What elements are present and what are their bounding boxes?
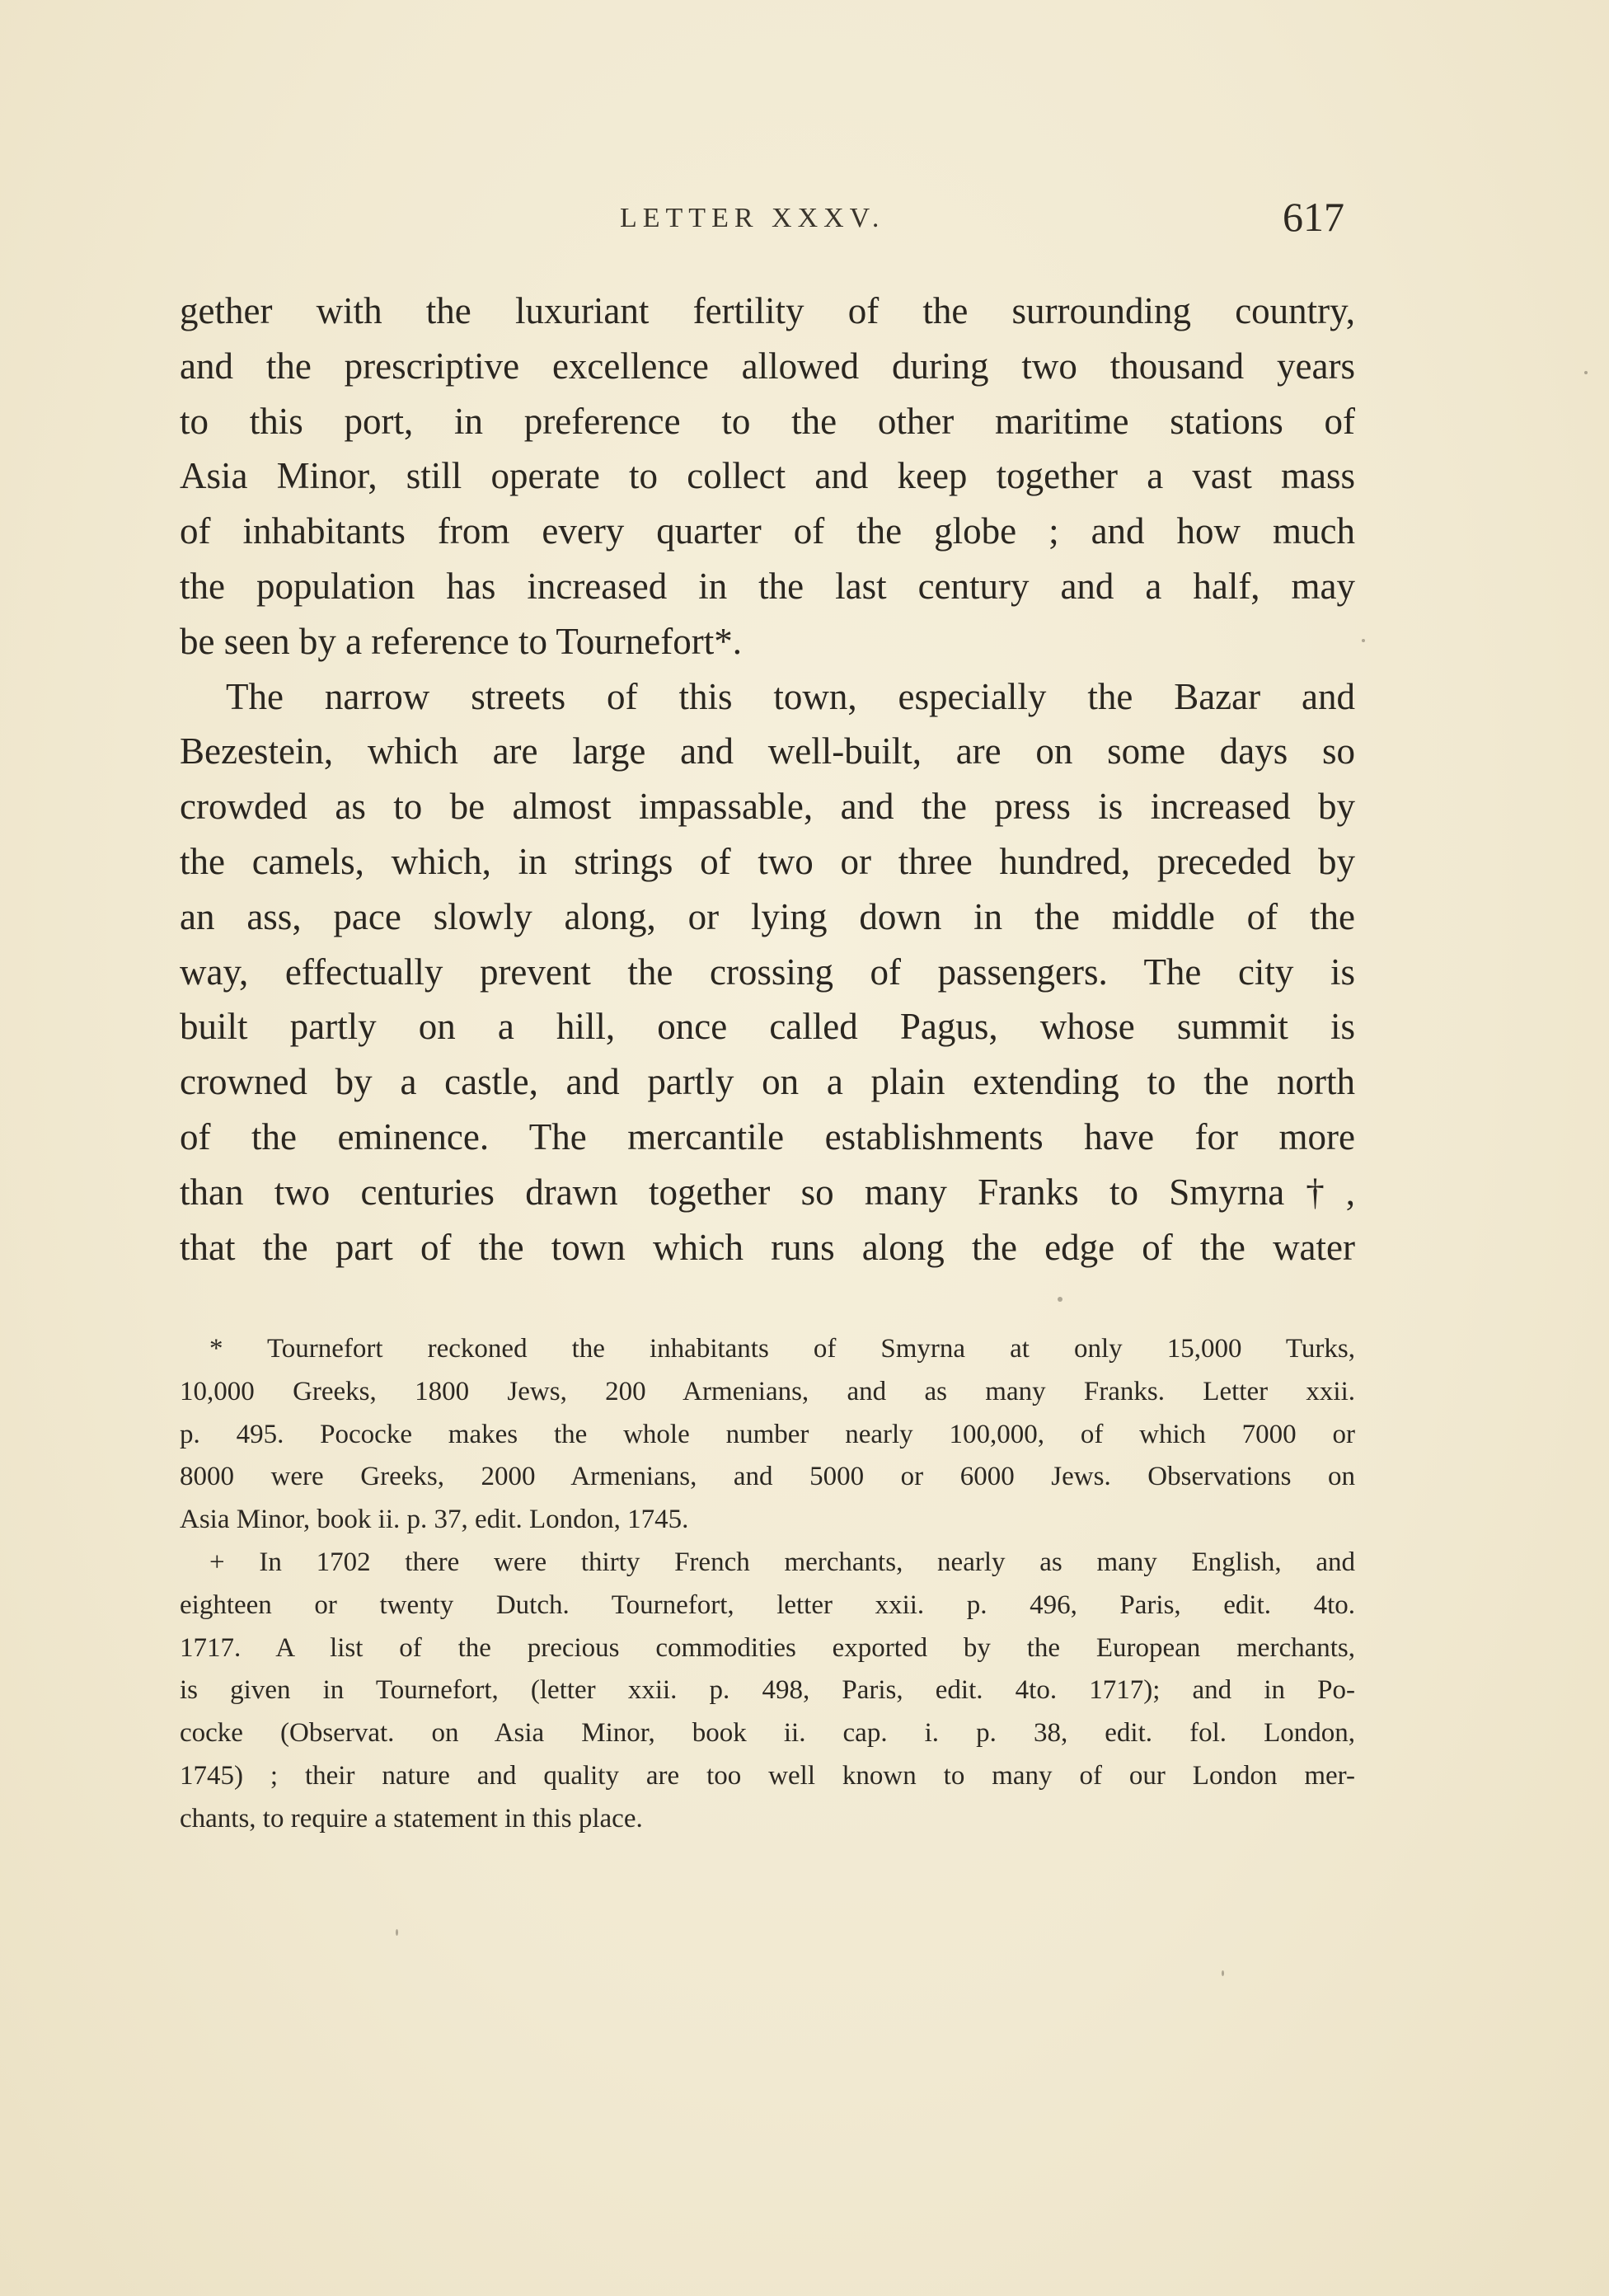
body-line: the camels, which, in strings of two or three hundred, preceded by (180, 840, 1355, 882)
body-line: to this port, in preference to the other maritime stations of (180, 400, 1355, 442)
body-line: of the eminence. The mercantile establishments have for more (180, 1115, 1355, 1157)
body-line: that the part of the town which runs along the edge of the water (180, 1226, 1355, 1268)
footnote-line: 10,000 Greeks, 1800 Jews, 200 Armenians, and as many Franks. Letter xxii. (180, 1376, 1355, 1406)
footnote-line: eighteen or twenty Dutch. Tournefort, letter xxii. p. 496, Paris, edit. 4to. (180, 1589, 1355, 1620)
body-line: than two centuries drawn together so many Franks to Smyrna†, (180, 1171, 1355, 1213)
body-line: be seen by a reference to Tournefort*. (180, 620, 742, 662)
paper-speck (1058, 1297, 1063, 1302)
body-line: crowded as to be almost impassable, and the press is increased by (180, 786, 1355, 828)
footnote-line: is given in Tournefort, (letter xxii. p. 498, Paris, edit. 4to. 1717); and in Po- (180, 1675, 1355, 1706)
body-line: gether with the luxuriant fertility of the surrounding country, (180, 290, 1355, 331)
body-line: Asia Minor, still operate to collect and keep together a vast mass (180, 455, 1355, 497)
paper-speck (396, 1929, 398, 1936)
footnotes (180, 1328, 1355, 1841)
footnote-line: p. 495. Pococke makes the whole number nearly 100,000, of which 7000 or (180, 1419, 1355, 1449)
body-text (180, 284, 1355, 1275)
running-head: LETTER XXXV. (620, 203, 885, 233)
paper-speck (1584, 371, 1588, 374)
body-line: and the prescriptive excellence allowed during two thousand years (180, 345, 1355, 387)
footnote-line: cocke (Observat. on Asia Minor, book ii. cap. i. p. 38, edit. fol. London, (180, 1718, 1355, 1749)
body-line: crowned by a castle, and partly on a plain extending to the north (180, 1061, 1355, 1103)
footnote-line: * Tournefort reckoned the inhabitants of Smyrna at only 15,000 Turks, (209, 1334, 1355, 1364)
body-line: The narrow streets of this town, especially the Bazar and (226, 675, 1355, 717)
paper-speck (1362, 639, 1365, 642)
page-number: 617 (1283, 194, 1344, 240)
body-line: Bezestein, which are large and well-built, are on some days so (180, 730, 1355, 772)
footnote-line: 1745) ; their nature and quality are too well known to many of our London mer- (180, 1760, 1355, 1791)
body-line: of inhabitants from every quarter of the globe ; and how much (180, 510, 1355, 552)
footnote-line: Asia Minor, book ii. p. 37, edit. London, 1745. (180, 1505, 689, 1535)
body-line: way, effectually prevent the crossing of passengers. The city is (180, 951, 1355, 993)
footnote-line: + In 1702 there were thirty French merchants, nearly as many English, and (209, 1547, 1355, 1577)
body-line: the population has increased in the last century and a half, may (180, 565, 1355, 607)
paper-speck (1222, 1970, 1224, 1976)
footnote-line: 1717. A list of the precious commodities exported by the European merchants, (180, 1632, 1355, 1663)
body-line: built partly on a hill, once called Pagus, whose summit is (180, 1006, 1355, 1048)
footnote-line: chants, to require a statement in this place. (180, 1803, 643, 1834)
body-line: an ass, pace slowly along, or lying down in the middle of the (180, 895, 1355, 937)
footnote-line: 8000 were Greeks, 2000 Armenians, and 5000 or 6000 Jews. Observations on (180, 1462, 1355, 1492)
